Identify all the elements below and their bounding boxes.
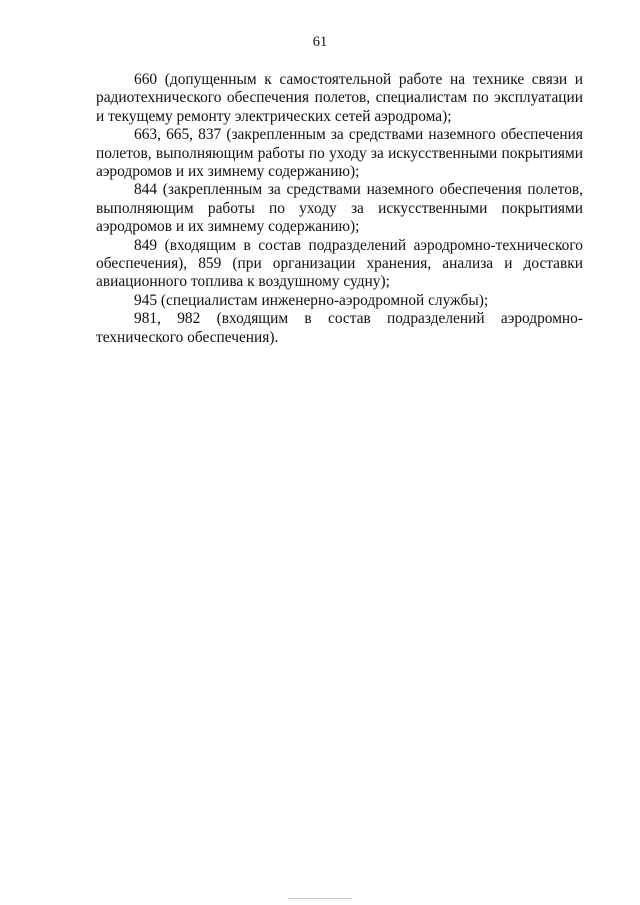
document-body xyxy=(96,71,583,347)
paragraph-663-665-837: 663, 665, 837 (закрепленным за средствами наземного обеспечения полетов, выполняющим работы по уходу за искусственными покрытиями аэродромов и их зимнему содержанию); xyxy=(96,126,583,181)
paragraph-660: 660 (допущенным к самостоятельной работе на технике связи и радиотехнического обеспечения полетов, специалистам по эксплуатации и текущему ремонту электрических сетей аэродрома); xyxy=(96,71,583,125)
scan-edge-mark xyxy=(288,898,352,899)
paragraph-945: 945 (специалистам инженерно-аэродромной службы); xyxy=(134,291,489,309)
paragraph-844: 844 (закрепленным за средствами наземного обеспечения полетов, выполняющим работы по уходу за искусственными покрытиями аэродромов и их зимнему содержанию); xyxy=(96,181,583,236)
paragraph-981-982: 981, 982 (входящим в состав подразделений аэродромно-технического обеспечения). xyxy=(96,310,583,346)
paragraph-849-859: 849 (входящим в состав подразделений аэродромно-технического обеспечения), 859 (при организации хранения, анализа и доставки авиационного топлива к воздушному судну); xyxy=(96,236,583,291)
page-number: 61 xyxy=(312,34,328,50)
